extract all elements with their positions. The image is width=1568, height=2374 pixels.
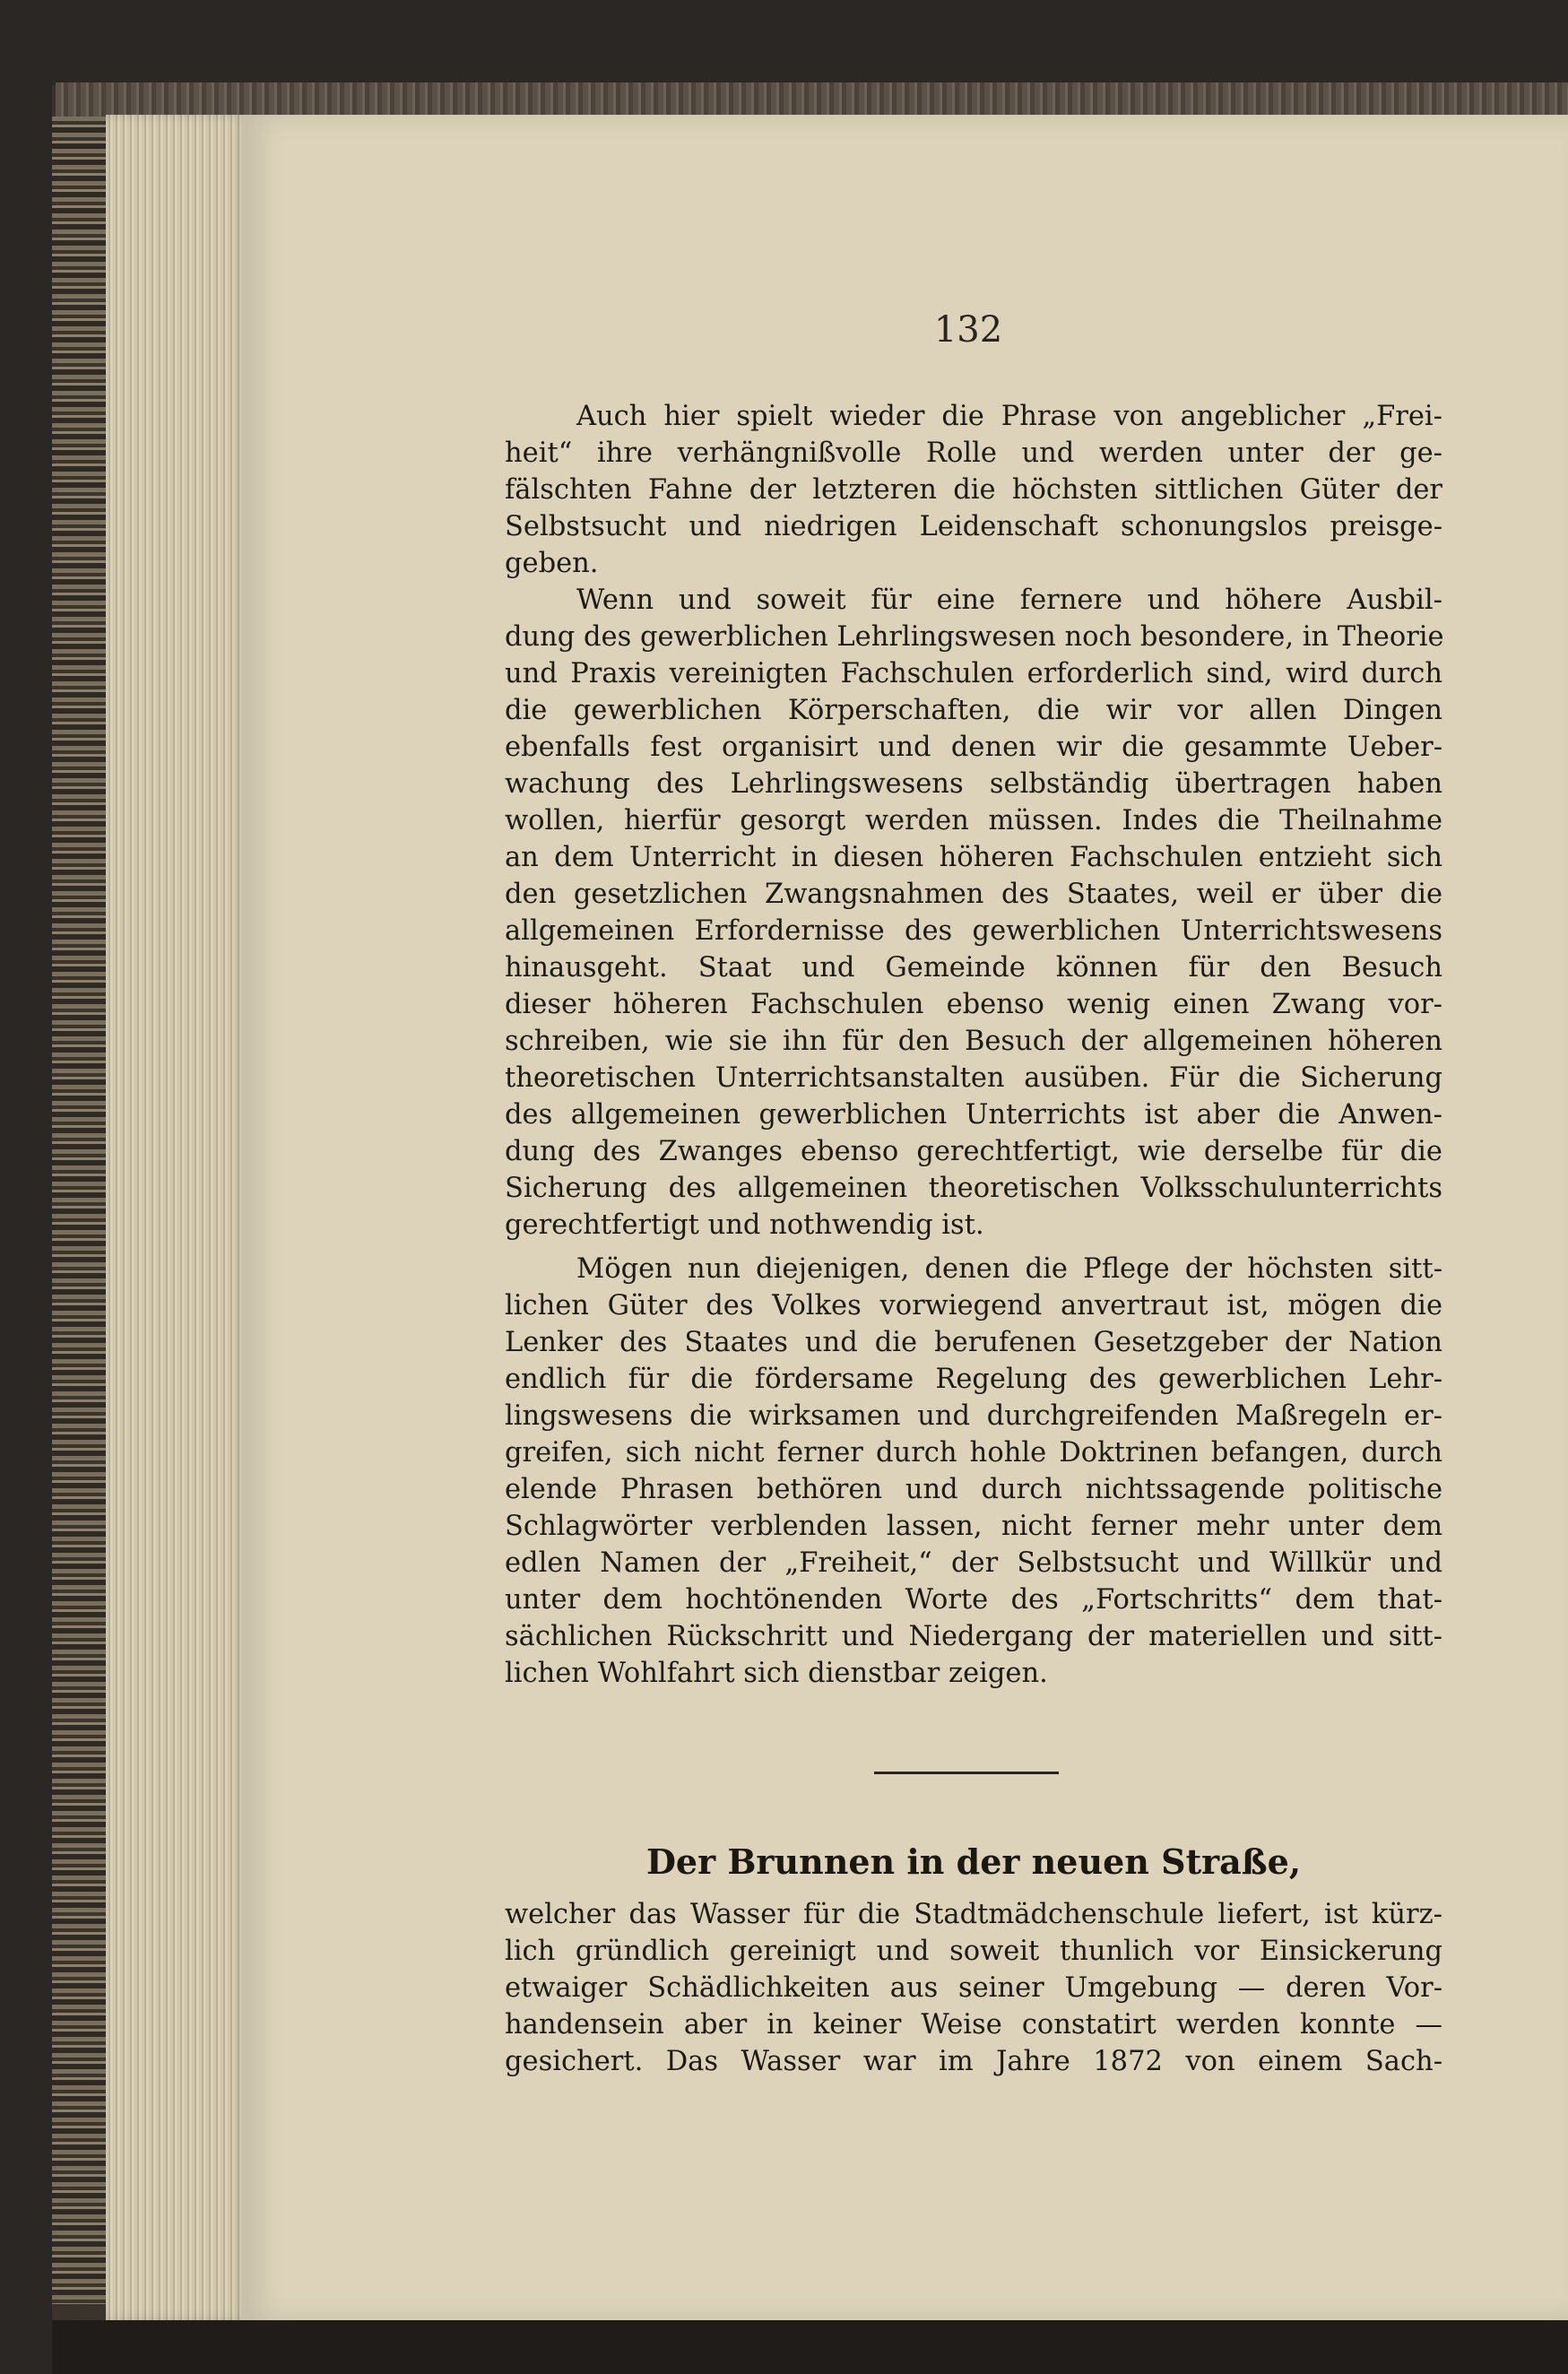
text-line: theoretischen Unterrichtsanstalten ausüben. Für die Sicherung	[505, 1062, 1442, 1094]
cover-top-edge	[56, 82, 1568, 118]
text-line: Lenker des Staates und die berufenen Gesetzgeber der Nation	[505, 1327, 1442, 1358]
text-line: ebenfalls fest organisirt und denen wir die gesammte Ueber-	[505, 732, 1442, 763]
text-line: wollen, hierfür gesorgt werden müssen. Indes die Theilnahme	[505, 805, 1442, 836]
page-number: 132	[933, 309, 1003, 351]
section-divider	[874, 1772, 1059, 1774]
text-line: handensein aber in keiner Weise constatirt werden konnte —	[505, 2009, 1442, 2040]
text-line: hinausgeht. Staat und Gemeinde können für den Besuch	[505, 952, 1442, 983]
text-line: dung des gewerblichen Lehrlingswesen noch besondere, in Theorie	[505, 621, 1444, 653]
text-line: Sicherung des allgemeinen theoretischen Volksschulunterrichts	[505, 1173, 1442, 1204]
section-heading: Der Brunnen in der neuen Straße,	[645, 1841, 1302, 1882]
text-line: etwaiger Schädlichkeiten aus seiner Umgebung — deren Vor-	[505, 1972, 1442, 2004]
text-line: lichen Wohlfahrt sich dienstbar zeigen.	[505, 1658, 1048, 1689]
text-line: unter dem hochtönenden Worte des „Fortschritts“ dem that-	[505, 1584, 1442, 1616]
text-line: an dem Unterricht in diesen höheren Fachschulen entzieht sich	[505, 842, 1442, 873]
book-spine	[52, 117, 106, 2304]
text-line: gesichert. Das Wasser war im Jahre 1872 von einem Sach-	[505, 2046, 1442, 2077]
text-line: geben.	[505, 548, 599, 579]
text-line: des allgemeinen gewerblichen Unterrichts ist aber die Anwen-	[505, 1099, 1442, 1131]
text-line: fälschten Fahne der letzteren die höchsten sittlichen Güter der	[505, 474, 1442, 506]
text-line: sächlichen Rückschritt und Niedergang der materiellen und sitt-	[505, 1621, 1442, 1652]
text-line: dung des Zwanges ebenso gerechtfertigt, wie derselbe für die	[505, 1136, 1442, 1167]
text-line: allgemeinen Erfordernisse des gewerblichen Unterrichtswesens	[505, 915, 1442, 947]
page-edges	[106, 115, 249, 2320]
text-line: die gewerblichen Körperschaften, die wir vor allen Dingen	[505, 695, 1442, 726]
text-line: und Praxis vereinigten Fachschulen erforderlich sind, wird durch	[505, 658, 1442, 689]
text-line: lingswesens die wirksamen und durchgreifenden Maßregeln er-	[505, 1400, 1442, 1432]
text-line: welcher das Wasser für die Stadtmädchenschule liefert, ist kürz-	[505, 1899, 1442, 1930]
text-line: lichen Güter des Volkes vorwiegend anvertraut ist, mögen die	[505, 1290, 1442, 1321]
text-line: dieser höheren Fachschulen ebenso wenig einen Zwang vor-	[505, 989, 1442, 1020]
text-line: wachung des Lehrlingswesens selbständig übertragen haben	[505, 768, 1442, 800]
text-line: den gesetzlichen Zwangsnahmen des Staates, weil er über die	[505, 879, 1442, 910]
text-line: Auch hier spielt wieder die Phrase von angeblicher „Frei-	[576, 401, 1442, 432]
text-line: lich gründlich gereinigt und soweit thunlich vor Einsickerung	[505, 1936, 1442, 1967]
text-line: Schlagwörter verblenden lassen, nicht ferner mehr unter dem	[505, 1511, 1442, 1542]
background-shadow	[52, 2320, 1568, 2374]
text-line: gerechtfertigt und nothwendig ist.	[505, 1209, 984, 1241]
text-line: endlich für die fördersame Regelung des gewerblichen Lehr-	[505, 1364, 1442, 1395]
text-line: Selbstsucht und niedrigen Leidenschaft schonungslos preisge-	[505, 511, 1442, 542]
text-line: heit“ ihre verhängnißvolle Rolle und werden unter der ge-	[505, 438, 1442, 469]
text-line: elende Phrasen bethören und durch nichtssagende politische	[505, 1474, 1442, 1505]
text-line: Mögen nun diejenigen, denen die Pflege der höchsten sitt-	[576, 1253, 1442, 1285]
text-line: schreiben, wie sie ihn für den Besuch der allgemeinen höheren	[505, 1026, 1442, 1057]
text-line: edlen Namen der „Freiheit,“ der Selbstsucht und Willkür und	[505, 1547, 1442, 1579]
text-line: Wenn und soweit für eine fernere und höhere Ausbil-	[576, 585, 1442, 616]
text-line: greifen, sich nicht ferner durch hohle Doktrinen befangen, durch	[505, 1437, 1442, 1469]
